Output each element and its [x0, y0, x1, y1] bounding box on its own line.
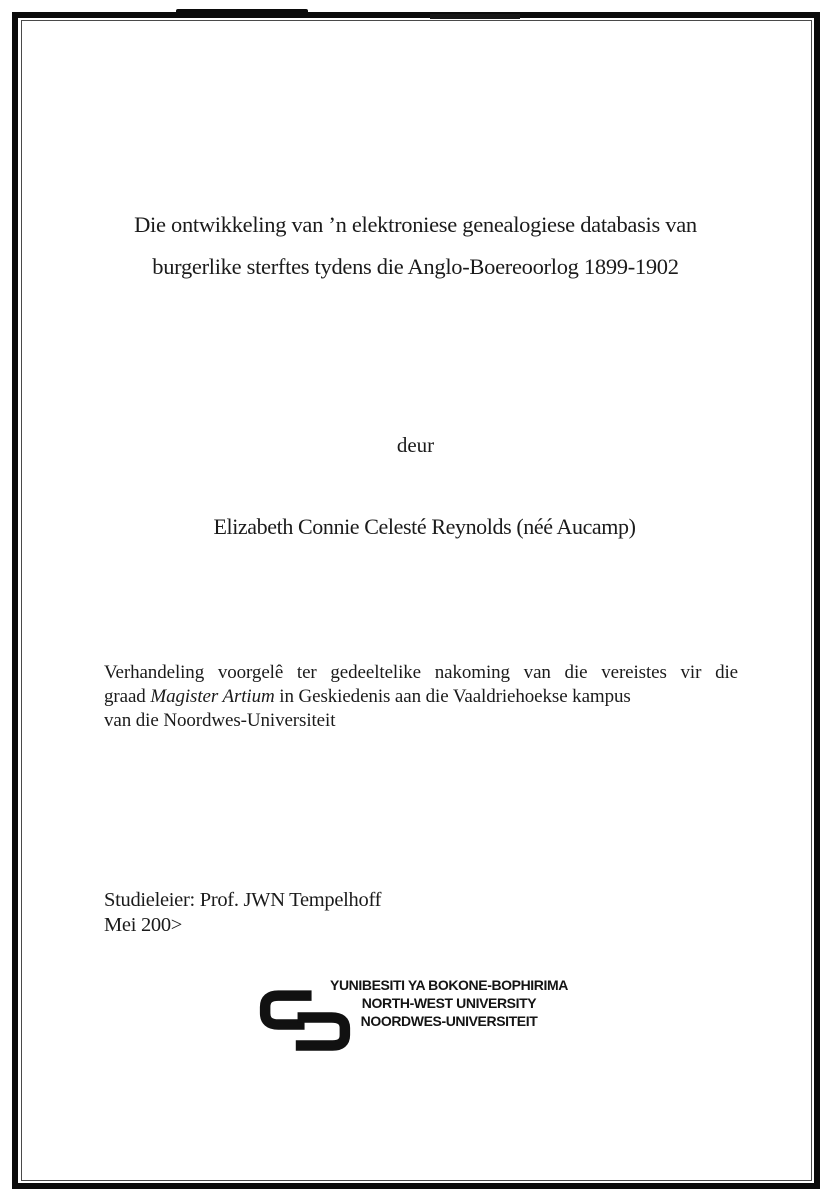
degree-statement-line2: [104, 685, 738, 709]
thesis-title-line2: burgerlike sterftes tydens die Anglo-Boereoorlog 1899-1902: [152, 254, 679, 279]
degree-statement-line2-pre: graad: [104, 686, 151, 707]
supervisor-block: [104, 888, 381, 938]
university-name-block: [318, 976, 580, 1030]
university-name-setswana: YUNIBESITI YA BOKONE-BOPHIRIMA: [330, 977, 568, 993]
author-name: Elizabeth Connie Celesté Reynolds (néé Aucamp): [213, 514, 636, 539]
degree-statement-line2-post: in Geskiedenis aan die Vaaldriehoekse kampus: [274, 686, 631, 707]
university-name-english: NORTH-WEST UNIVERSITY: [361, 995, 537, 1011]
degree-name-italic: Magister Artium: [150, 686, 275, 707]
university-name-afrikaans: NOORDWES-UNIVERSITEIT: [360, 1013, 538, 1029]
byline-deur: deur: [396, 433, 435, 457]
thesis-title: [0, 204, 831, 288]
supervisor-line: Studieleier: Prof. JWN Tempelhoff: [104, 889, 382, 911]
scan-artifact: [176, 9, 308, 15]
scan-artifact: [430, 14, 520, 19]
degree-statement: [104, 661, 738, 733]
degree-statement-line3: van die Noordwes-Universiteit: [104, 710, 336, 731]
degree-statement-line1: Verhandeling voorgelê ter gedeeltelike nakoming van die vereistes vir die: [104, 662, 738, 683]
thesis-title-line1: Die ontwikkeling van ’n elektroniese genealogiese databasis van: [134, 212, 697, 237]
date-line: Mei 200>: [104, 914, 183, 936]
